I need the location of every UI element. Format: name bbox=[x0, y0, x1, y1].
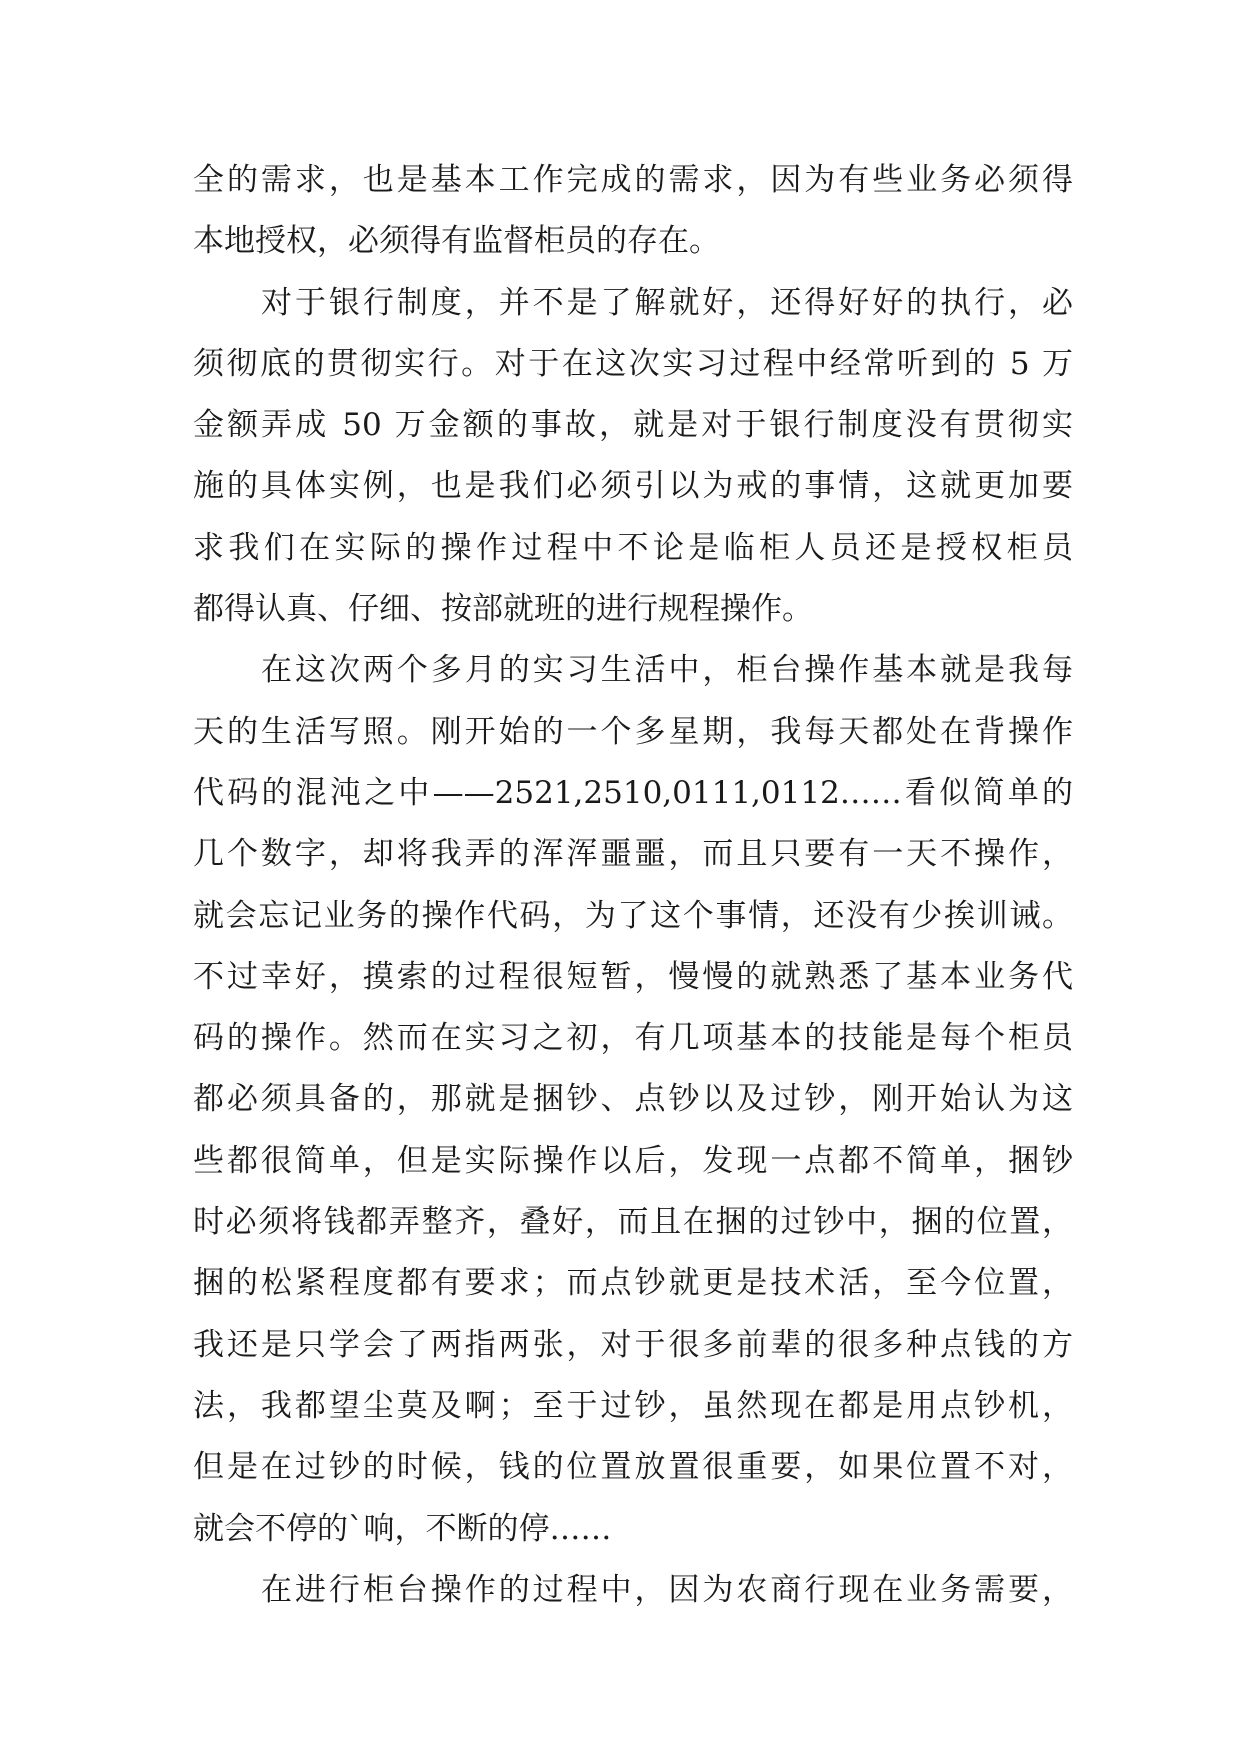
text-line: 就会忘记业务的操作代码，为了这个事情，还没有少挨训诫。 bbox=[193, 897, 1073, 934]
text-line: 捆的松紧程度都有要求；而点钞就更是技术活，至今位置， bbox=[193, 1265, 1073, 1302]
text-line: 金额弄成 50 万金额的事故，就是对于银行制度没有贯彻实 bbox=[193, 407, 1073, 444]
text-line: 施的具体实例，也是我们必须引以为戒的事情，这就更加要 bbox=[193, 468, 1073, 505]
text-line: 几个数字，却将我弄的浑浑噩噩，而且只要有一天不操作， bbox=[193, 836, 1073, 873]
text-line: 就会不停的`响，不断的停…… bbox=[193, 1510, 612, 1547]
text-line: 时必须将钱都弄整齐，叠好，而且在捆的过钞中，捆的位置， bbox=[193, 1204, 1073, 1241]
text-line: 我还是只学会了两指两张，对于很多前辈的很多种点钱的方 bbox=[193, 1326, 1073, 1363]
text-line: 但是在过钞的时候，钱的位置放置很重要，如果位置不对， bbox=[193, 1449, 1073, 1486]
text-line: 须彻底的贯彻实行。对于在这次实习过程中经常听到的 5 万 bbox=[193, 345, 1073, 382]
text-line: 求我们在实际的操作过程中不论是临柜人员还是授权柜员 bbox=[193, 529, 1073, 566]
document-body bbox=[193, 160, 1073, 1631]
text-line: 法，我都望尘莫及啊；至于过钞，虽然现在都是用点钞机， bbox=[193, 1387, 1073, 1424]
paragraph-first-line: 对于银行制度，并不是了解就好，还得好好的执行，必 bbox=[261, 284, 1073, 321]
text-line: 都得认真、仔细、按部就班的进行规程操作。 bbox=[193, 591, 813, 628]
paragraph-first-line: 在这次两个多月的实习生活中，柜台操作基本就是我每 bbox=[261, 652, 1073, 689]
text-line: 不过幸好，摸索的过程很短暂，慢慢的就熟悉了基本业务代 bbox=[193, 958, 1073, 995]
text-line: 些都很简单，但是实际操作以后，发现一点都不简单，捆钞 bbox=[193, 1142, 1073, 1179]
paragraph-first-line: 在进行柜台操作的过程中，因为农商行现在业务需要， bbox=[261, 1571, 1073, 1608]
text-line: 全的需求，也是基本工作完成的需求，因为有些业务必须得 bbox=[193, 162, 1073, 198]
text-line: 都必须具备的，那就是捆钞、点钞以及过钞，刚开始认为这 bbox=[193, 1081, 1073, 1118]
text-line: 码的操作。然而在实习之初，有几项基本的技能是每个柜员 bbox=[193, 1020, 1073, 1057]
text-line: 天的生活写照。刚开始的一个多星期，我每天都处在背操作 bbox=[193, 713, 1073, 750]
text-line: 本地授权，必须得有监督柜员的存在。 bbox=[193, 223, 720, 260]
text-line: 代码的混沌之中——2521,2510,0111,0112……看似简单的 bbox=[193, 774, 1073, 811]
